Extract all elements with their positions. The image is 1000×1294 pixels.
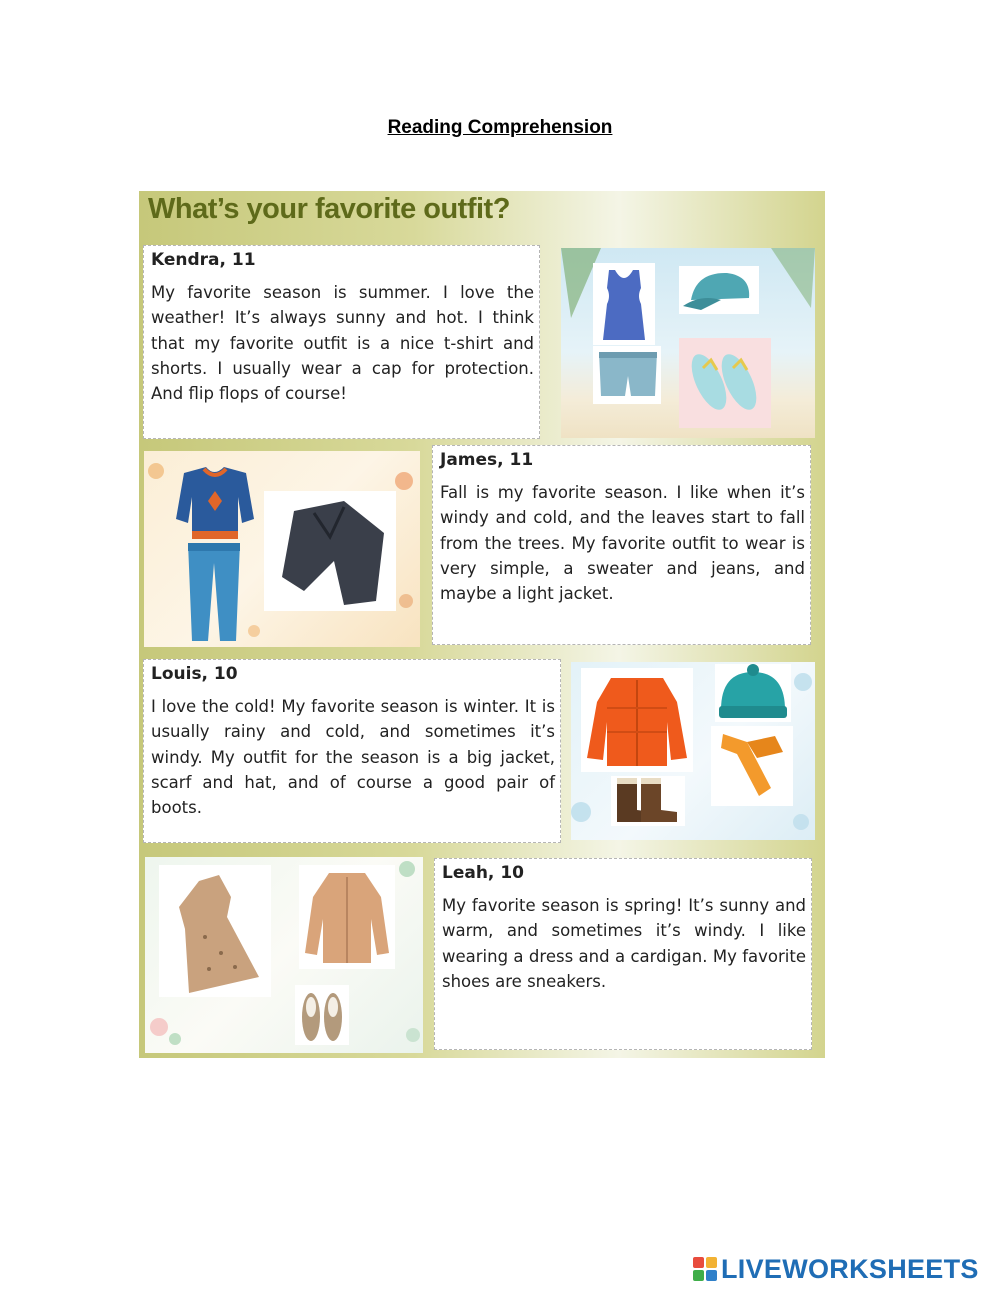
tank-top-icon — [593, 263, 655, 345]
cardigan-icon — [299, 865, 395, 969]
sweater-icon — [176, 467, 254, 539]
story-card-kendra — [143, 245, 540, 439]
puffer-jacket-icon — [581, 668, 693, 772]
beanie-icon — [715, 664, 791, 722]
page-heading: Reading Comprehension — [387, 117, 613, 138]
story-text: Fall is my favorite season. I like when it’s windy and cold, and the leaves start to fall from the trees. My favorite outfit to wear is very simple, a sweater and jeans, and maybe a light jacket. — [440, 483, 805, 604]
shorts-icon — [593, 346, 661, 404]
story-text: My favorite season is spring! It’s sunny and warm, and sometimes it’s windy. I like wearing a dress and a cardigan. My favorite shoes are sneakers. — [442, 896, 806, 991]
story-author: Louis, 10 — [151, 664, 238, 684]
story-text: I love the cold! My favorite season is winter. It is usually rainy and cold, and sometimes it’s windy. My outfit for the season is a big jacket, scarf and hat, and of course a good pair of boots. — [151, 697, 555, 818]
fall-outfit-picture — [144, 451, 420, 647]
jeans-icon — [188, 543, 240, 641]
flip-flops-icon — [679, 338, 771, 428]
logo-blocks-icon — [693, 1257, 717, 1281]
worksheet-panel — [139, 191, 825, 1058]
worksheet-title: What’s your favorite outfit? — [148, 193, 510, 225]
story-card-james — [432, 445, 811, 645]
story-text: My favorite season is summer. I love the weather! It’s always sunny and hot. I think that my favorite outfit is a nice t-shirt and shorts. I usually wear a cap for protection. And flip flops of course! — [151, 283, 534, 404]
winter-outfit-picture — [571, 662, 815, 840]
jacket-icon — [264, 491, 396, 611]
story-author: Kendra, 11 — [151, 250, 256, 270]
story-author: James, 11 — [440, 450, 534, 470]
logo-text: LIVEWORKSHEETS — [721, 1253, 979, 1284]
cap-icon — [679, 266, 759, 314]
story-card-louis — [143, 659, 561, 843]
sneakers-icon — [295, 985, 349, 1045]
spring-outfit-picture — [145, 857, 423, 1053]
story-author: Leah, 10 — [442, 863, 524, 883]
story-card-leah — [434, 858, 812, 1050]
summer-outfit-picture — [561, 248, 815, 438]
dress-icon — [159, 865, 271, 997]
boots-icon — [611, 776, 685, 826]
liveworksheets-logo — [693, 1254, 979, 1284]
scarf-icon — [711, 726, 793, 806]
